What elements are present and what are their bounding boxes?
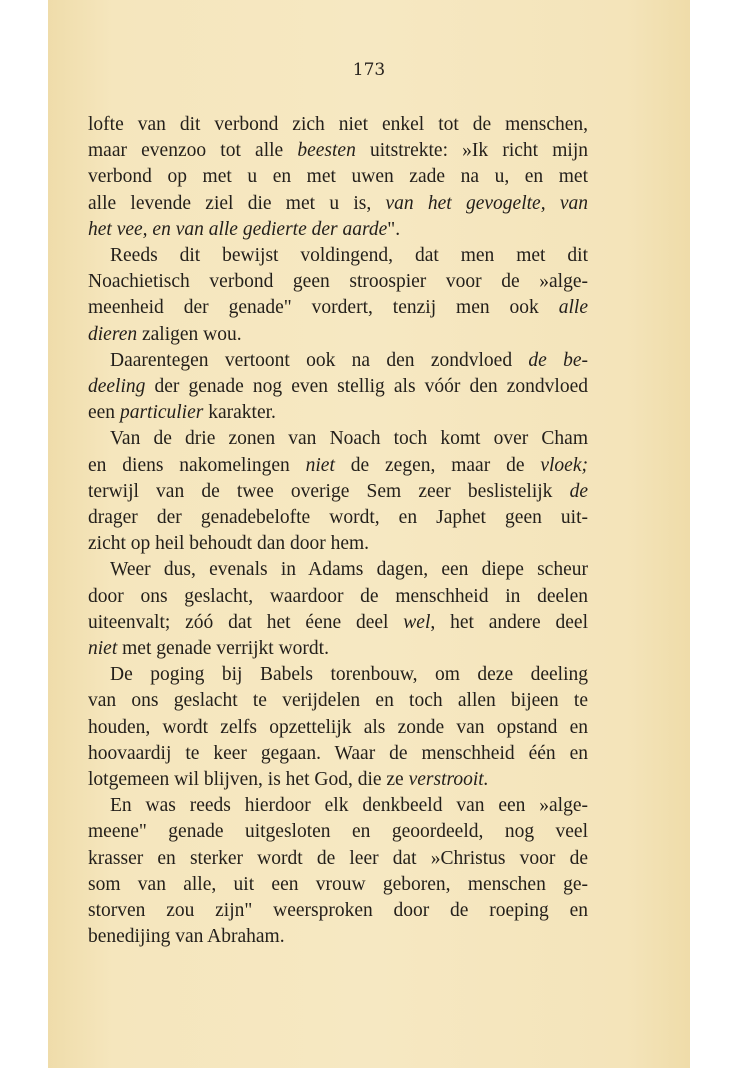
text-segment: uitstrekte: »Ik richt mijn xyxy=(355,140,588,162)
text-line xyxy=(88,767,588,793)
text-segment: De poging bij Babels torenbouw, om deze deeling xyxy=(110,664,588,686)
text-line xyxy=(88,819,588,845)
text-line xyxy=(88,479,588,505)
text-line xyxy=(88,741,588,767)
text-line xyxy=(88,636,588,662)
text-segment: Noachietisch verbond geen stroospier voor de »alge- xyxy=(88,271,588,293)
text-segment: houden, wordt zelfs opzettelijk als zonde van opstand en xyxy=(88,716,588,738)
text-segment: Van de drie zonen van Noach toch komt over Cham xyxy=(110,428,588,450)
text-line xyxy=(88,374,588,400)
text-segment: Daarentegen vertoont ook na den zondvloed xyxy=(110,349,529,371)
text-line xyxy=(88,846,588,872)
text-line xyxy=(88,924,588,950)
text-line xyxy=(88,269,588,295)
text-segment: lotgemeen wil blijven, is het God, die ze xyxy=(88,769,409,791)
text-line xyxy=(88,453,588,479)
text-segment: der genade nog even stellig als vóór den zondvloed xyxy=(145,376,588,398)
text-segment: drager der genadebelofte wordt, en Japhet geen uit- xyxy=(88,507,588,529)
italic-text: niet xyxy=(88,638,118,660)
text-segment: lofte van dit verbond zich niet enkel tot de menschen, xyxy=(88,114,588,135)
text-segment: van ons geslacht te verijdelen en toch allen bijeen te xyxy=(88,690,588,712)
italic-text: wel xyxy=(403,611,431,633)
text-line xyxy=(88,793,588,819)
text-line xyxy=(88,426,588,452)
text-line xyxy=(88,164,588,190)
text-segment: de zegen, maar de xyxy=(334,454,541,476)
text-line xyxy=(88,610,588,636)
text-line xyxy=(88,348,588,374)
text-segment: En was reeds hierdoor elk denkbeeld van een »alge- xyxy=(110,795,588,817)
text-line xyxy=(88,557,588,583)
text-segment: storven zou zijn" weersproken door de roeping en xyxy=(88,900,588,922)
italic-text: dieren xyxy=(88,323,138,345)
text-line xyxy=(88,322,588,348)
italic-text: beesten xyxy=(297,140,356,162)
text-line xyxy=(88,584,588,610)
italic-text: van het gevogelte, van xyxy=(385,192,588,214)
italic-text: het vee, en van alle gedierte der aarde xyxy=(88,218,388,240)
text-line xyxy=(88,400,588,426)
text-segment: uiteenvalt; zóó dat het éene deel xyxy=(88,611,404,633)
text-segment: maar evenzoo tot alle xyxy=(88,140,298,162)
text-segment: terwijl van de twee overige Sem zeer beslistelijk xyxy=(88,480,570,502)
text-line xyxy=(88,898,588,924)
text-segment: meenheid der genade" vordert, tenzij men ook xyxy=(88,297,559,319)
text-segment: Reeds dit bewijst voldingend, dat men met dit xyxy=(110,245,588,267)
text-line xyxy=(88,662,588,688)
italic-text: niet xyxy=(305,454,335,476)
text-segment: zicht op heil behoudt dan door hem. xyxy=(88,533,370,555)
italic-text: vloek; xyxy=(540,454,588,476)
text-line xyxy=(88,715,588,741)
text-segment: alle levende ziel die met u is, xyxy=(88,192,386,214)
page-number: 173 xyxy=(352,60,386,80)
italic-text: de be- xyxy=(528,349,589,371)
text-line xyxy=(88,138,588,164)
text-segment: hoovaardij te keer gegaan. Waar de menschheid één en xyxy=(88,742,588,764)
text-line xyxy=(88,872,588,898)
text-segment: Weer dus, evenals in Adams dagen, een diepe scheur xyxy=(110,559,588,581)
text-segment: karakter. xyxy=(203,402,276,424)
text-line xyxy=(88,531,588,557)
body-text xyxy=(88,112,588,951)
text-line xyxy=(88,217,588,243)
italic-text: particulier xyxy=(119,402,204,424)
text-segment: ". xyxy=(387,218,401,240)
italic-text: de xyxy=(569,480,588,502)
text-line xyxy=(88,112,588,138)
text-segment: verbond op met u en met uwen zade na u, en met xyxy=(88,166,588,188)
text-segment: een xyxy=(88,402,120,424)
text-segment: som van alle, uit een vrouw geboren, menschen ge- xyxy=(88,873,588,895)
text-line xyxy=(88,295,588,321)
text-segment: zaligen wou. xyxy=(137,323,242,345)
text-segment: door ons geslacht, waardoor de menschheid in deelen xyxy=(88,585,588,607)
text-segment: met genade verrijkt wordt. xyxy=(117,638,329,660)
book-page xyxy=(48,0,690,1068)
italic-text: deeling xyxy=(88,376,146,398)
text-line xyxy=(88,191,588,217)
text-line xyxy=(88,243,588,269)
text-segment: en diens nakomelingen xyxy=(88,454,306,476)
text-line xyxy=(88,505,588,531)
italic-text: alle xyxy=(558,297,588,319)
text-segment: , het andere deel xyxy=(430,611,588,633)
text-line xyxy=(88,688,588,714)
italic-text: verstrooit. xyxy=(408,769,489,791)
text-segment: benedijing van Abraham. xyxy=(88,926,285,948)
text-segment: krasser en sterker wordt de leer dat »Christus voor de xyxy=(88,847,588,869)
text-segment: meene" genade uitgesloten en geoordeeld, nog veel xyxy=(88,821,588,843)
